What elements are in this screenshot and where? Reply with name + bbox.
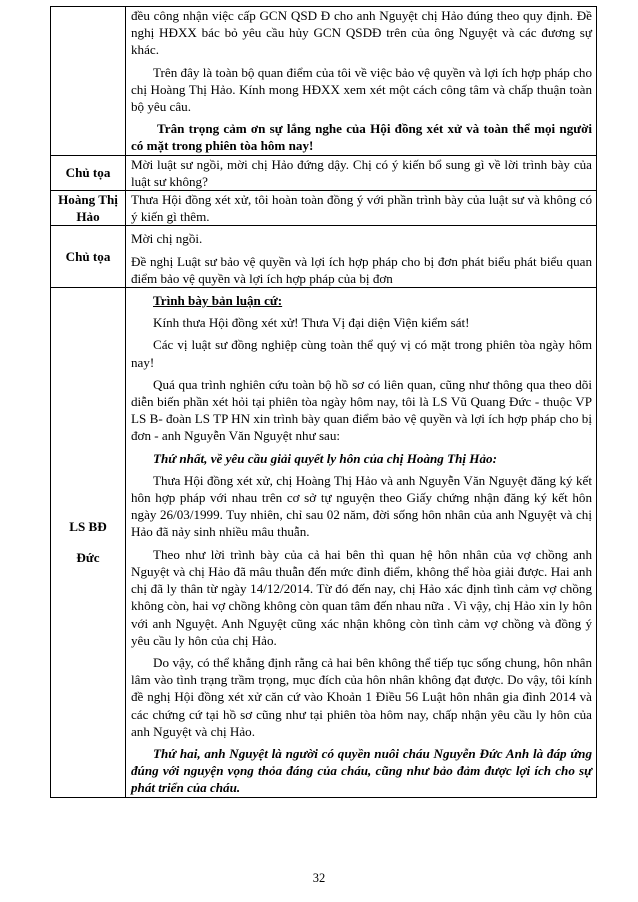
content-cell bbox=[126, 288, 597, 797]
paragraph: Thưa Hội đồng xét xử, tôi hoàn toàn đồng ý với phần trình bày của luật sư và không có ý kiến gì thêm. bbox=[131, 192, 592, 225]
paragraph: Do vậy, có thể khẳng định rằng cả hai bên không thể tiếp tục sống chung, hôn nhân lâm vào tình trạng trầm trọng, mục đích của hôn nhân không đạt được. Do vậy, tôi kính đề nghị Hội đồng xét xử căn cứ vào Khoản 1 Điều 56 Luật hôn nhân gia đình 2014 và các chứng cứ tại hồ sơ cũng như tại phiên tòa hôm nay, chấp nhận yêu cầu ly hôn của anh Nguyệt và chị Hảo. bbox=[131, 654, 592, 739]
content-cell bbox=[126, 7, 597, 156]
table-row bbox=[51, 288, 597, 797]
speaker-cell bbox=[51, 7, 126, 156]
closing-thanks: Trân trọng cảm ơn sự lắng nghe của Hội đồng xét xử và toàn thể mọi người có mặt trong phiên tòa hôm nay! bbox=[131, 121, 592, 154]
table-row bbox=[51, 155, 597, 190]
speaker-cell: Chủ tọa bbox=[51, 226, 126, 288]
table-row bbox=[51, 226, 597, 288]
paragraph: Đề nghị Luật sư bảo vệ quyền và lợi ích hợp pháp cho bị đơn phát biểu phát biểu quan điểm bảo vệ quyền và lợi ích hợp pháp của bị đơn bbox=[131, 253, 592, 286]
paragraph: Thưa Hội đồng xét xử, chị Hoàng Thị Hảo và anh Nguyễn Văn Nguyệt đăng ký kết hôn hợp pháp với nhau trên cơ sở tự nguyện theo Giấy chứng nhận đăng ký kết hôn ngày 26/03/1999. Tuy nhiên, chỉ sau 02 năm, đời sống hôn nhân của anh Nguyệt và chị Hảo đã nảy sinh nhiều mâu thuẫn. bbox=[131, 472, 592, 540]
paragraph: Mời chị ngồi. bbox=[131, 231, 203, 247]
paragraph: Quá qua trình nghiên cứu toàn bộ hồ sơ có liên quan, cũng như thông qua theo dõi diễn biến phần xét hỏi tại phiên tòa ngày hôm nay, tôi là LS Vũ Quang Đức - thuộc VP LS B- đoàn LS TP HN xin trình bày quan điểm bảo vệ quyền và lợi ích hợp pháp cho bị đơn - anh Nguyễn Văn Nguyệt như sau: bbox=[131, 376, 592, 444]
section-heading bbox=[131, 288, 592, 309]
content-cell bbox=[126, 226, 597, 288]
content-cell bbox=[126, 155, 597, 190]
speaker-cell: Chủ tọa bbox=[51, 155, 126, 190]
speaker-name-line: LS BĐ bbox=[69, 519, 107, 535]
heading-text: Trình bày bản luận cứ: bbox=[153, 293, 283, 309]
content-cell bbox=[126, 191, 597, 226]
paragraph: Các vị luật sư đồng nghiệp cùng toàn thể quý vị có mặt trong phiên tòa ngày hôm nay! bbox=[131, 337, 592, 370]
table-row bbox=[51, 191, 597, 226]
table-row bbox=[51, 7, 597, 156]
transcript-table bbox=[50, 6, 597, 798]
paragraph: Kính thưa Hội đồng xét xử! Thưa Vị đại diện Viện kiểm sát! bbox=[153, 315, 470, 331]
paragraph: Trên đây là toàn bộ quan điểm của tôi về việc bảo vệ quyền và lợi ích hợp pháp cho chị Hoàng Thị Hảo. Kính mong HĐXX xem xét một cách công tâm và chấp thuận toàn bộ yêu câu. bbox=[131, 64, 592, 115]
speaker-cell bbox=[51, 288, 126, 797]
speaker-cell: Hoàng Thị Hảo bbox=[51, 191, 126, 226]
subheading: Thứ hai, anh Nguyệt là người có quyền nuôi cháu Nguyễn Đức Anh là đáp ứng đúng với nguyện vọng thỏa đáng của cháu, cũng như bảo đảm được lợi ích cho sự phát triển của cháu. bbox=[131, 745, 592, 796]
speaker-name-line: Đức bbox=[76, 550, 100, 566]
page-number: 32 bbox=[312, 871, 326, 885]
paragraph: đều công nhận việc cấp GCN QSD Đ cho anh Nguyệt chị Hảo đúng theo quy định. Đề nghị HĐXX bác bỏ yêu cầu hủy GCN QSDĐ trên của ông Nguyệt và các đương sự khác. bbox=[131, 8, 592, 58]
paragraph: Theo như lời trình bày của cả hai bên thì quan hệ hôn nhân của vợ chồng anh Nguyệt và chị Hảo đã mâu thuẫn đến mức đỉnh điểm, không thể hòa giải được. Hai anh chị đã ly thân từ ngày 14/12/2014. Từ đó đến nay, chị Hảo xác định tình cảm vợ chồng không còn, hai vợ chồng không còn quan tâm đến nhau nữa . Vì vậy, chị Hảo xin ly hôn với anh Nguyệt. Anh Nguyệt cũng xác nhận không còn tình cảm vợ chồng và đồng ý yêu cầu ly hôn của chị Hảo. bbox=[131, 546, 592, 648]
paragraph: Mời luật sư ngồi, mời chị Hảo đứng dậy. Chị có ý kiến bổ sung gì về lời trình bày của luật sư không? bbox=[131, 156, 592, 189]
subheading: Thứ nhất, về yêu cầu giải quyết ly hôn của chị Hoàng Thị Hảo: bbox=[153, 450, 497, 466]
